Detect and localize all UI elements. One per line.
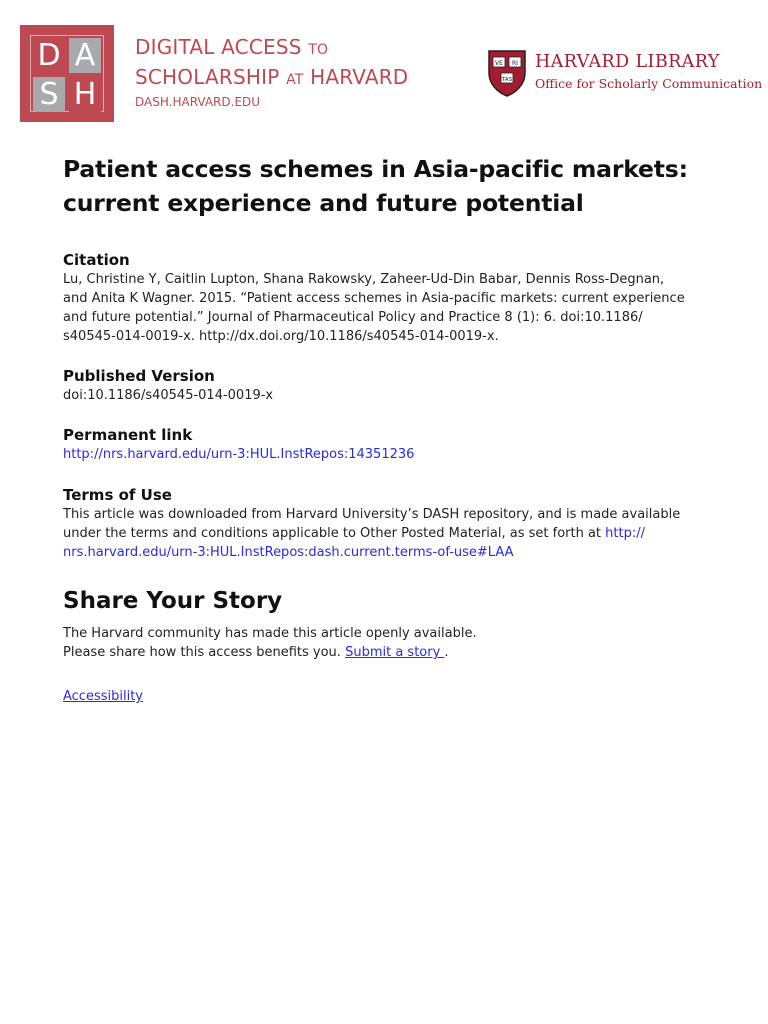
share-text: [63, 624, 713, 662]
shield-text-ve: VE: [495, 60, 503, 67]
dash-logo: [20, 25, 114, 122]
dash-title-line1: [135, 34, 408, 64]
terms-line2: [63, 524, 713, 543]
shield-text-tas: TAS: [501, 77, 513, 83]
share-line2-text: Please share how this access benefits you.: [63, 645, 346, 660]
terms-link-part2[interactable]: nrs.harvard.edu/urn-3:HUL.InstRepos:dash.current.terms-of-use#LAA: [63, 545, 514, 560]
dash-title-line2: [135, 64, 408, 94]
dash-logo-letter-h: H: [69, 77, 101, 112]
share-your-story-heading: Share Your Story: [63, 588, 283, 614]
main-content: [63, 152, 713, 706]
harvard-shield-icon: [487, 49, 527, 97]
citation-line1: Lu, Christine Y, Caitlin Lupton, Shana Rakowsky, Zaheer-Ud-Din Babar, Dennis Ross-Degnan,: [63, 272, 665, 287]
citation-label: Citation: [63, 251, 130, 269]
dash-url: DASH.HARVARD.EDU: [135, 95, 261, 109]
citation-line3: and future potential.” Journal of Pharmaceutical Policy and Practice 8 (1): 6. doi:10.1186/: [63, 310, 643, 325]
accessibility-link[interactable]: Accessibility: [63, 689, 143, 704]
dash-title-to: TO: [308, 42, 329, 58]
terms-link-part1[interactable]: http://: [605, 526, 645, 541]
dash-title-digital-access: DIGITAL ACCESS: [135, 35, 302, 59]
citation-line2: and Anita K Wagner. 2015. “Patient access schemes in Asia-pacific markets: current experience: [63, 291, 685, 306]
terms-line1: This article was downloaded from Harvard University’s DASH repository, and is made available: [63, 507, 681, 522]
share-line1: The Harvard community has made this article openly available.: [63, 626, 477, 641]
dash-title: [135, 34, 408, 94]
terms-of-use-text: [63, 505, 713, 562]
dash-logo-grid: [30, 35, 104, 112]
share-line2-end: .: [444, 645, 449, 660]
citation-text: [63, 270, 713, 346]
submit-story-link[interactable]: Submit a story: [345, 645, 445, 660]
dash-logo-letter-s: S: [33, 77, 65, 112]
citation-line4: s40545-014-0019-x. http://dx.doi.org/10.1186/s40545-014-0019-x.: [63, 329, 499, 344]
article-title-line2: current experience and future potential: [63, 189, 584, 217]
article-title-line1: Patient access schemes in Asia-pacific markets:: [63, 155, 688, 183]
dash-title-harvard: HARVARD: [310, 65, 409, 89]
permanent-link-label: Permanent link: [63, 426, 193, 444]
harvard-library-office: Office for Scholarly Communication: [535, 76, 763, 91]
dash-logo-letter-a: A: [69, 38, 101, 73]
shield-text-ri: RI: [512, 60, 518, 67]
article-title: [63, 152, 713, 220]
dash-logo-letter-d: D: [33, 38, 65, 73]
published-version-value: doi:10.1186/s40545-014-0019-x: [63, 388, 274, 403]
terms-of-use-label: Terms of Use: [63, 486, 172, 504]
dash-title-scholarship: SCHOLARSHIP: [135, 65, 280, 89]
permanent-link[interactable]: http://nrs.harvard.edu/urn-3:HUL.InstRepos:14351236: [63, 447, 415, 462]
terms-line2-text: under the terms and conditions applicable to Other Posted Material, as set forth at: [63, 526, 606, 541]
harvard-library-name: HARVARD LIBRARY: [535, 52, 720, 72]
published-version-label: Published Version: [63, 367, 215, 385]
dash-title-at: AT: [286, 72, 304, 88]
share-line2: [63, 643, 713, 662]
